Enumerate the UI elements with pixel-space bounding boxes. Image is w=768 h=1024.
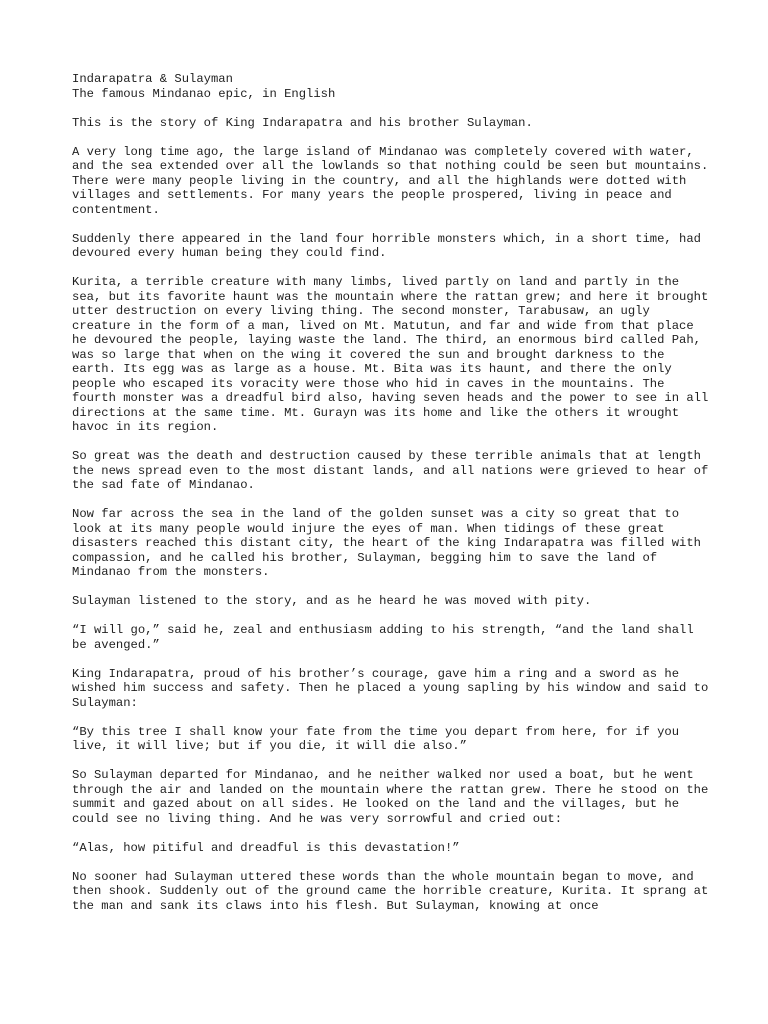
paragraph-quote: “By this tree I shall know your fate from the time you depart from here, for if you live, it will live; but if you die, it will die also.” [72,724,680,753]
paragraph: King Indarapatra, proud of his brother’s courage, gave him a ring and a sword as he wished him success and safety. Then he placed a young sapling by his window and said to Sulayman: [72,666,709,710]
paragraph: Suddenly there appeared in the land four horrible monsters which, in a short time, had devoured every human being they could find. [72,231,701,260]
title-block [72,72,712,101]
paragraph: Kurita, a terrible creature with many limbs, lived partly on land and partly in the sea, but its favorite haunt was the mountain where the rattan grew; and here it brought utter destruction on every living thing. The second monster, Tarabusaw, an ugly creature in the form of a man, lived on Mt. Matutun, and far and wide from that place he devoured the people, laying waste the land. The third, an enormous bird called Pah, was so large that when on the wing it covered the sun and brought darkness to the earth. Its egg was as large as a house. Mt. Bita was its haunt, and there the only people who escaped its voracity were those who hid in caves in the mountains. The fourth monster was a dreadful bird also, having seven heads and the power to see in all directions at the same time. Mt. Gurayn was its home and like the others it wrought havoc in its region. [72,275,709,434]
paragraph: Now far across the sea in the land of the golden sunset was a city so great that to look at its many people would injure the eyes of man. When tidings of these great disasters reached this distant city, the heart of the king Indarapatra was filled with compassion, and he called his brother, Sulayman, begging him to save the land of Mindanao from the monsters. [72,507,701,579]
paragraph-quote: “I will go,” said he, zeal and enthusiasm adding to his strength, “and the land shall be avenged.” [72,623,694,652]
paragraph: So great was the death and destruction caused by these terrible animals that at length the news spread even to the most distant lands, and all nations were grieved to hear of the sad fate of Mindanao. [72,449,709,492]
paragraph: A very long time ago, the large island of Mindanao was completely covered with water, and the sea extended over all the lowlands so that nothing could be seen but mountains. There were many people living in the country, and all the highlands were dotted with villages and settlements. For many years the people prospered, living in peace and contentment. [72,144,709,217]
paragraph-quote: “Alas, how pitiful and dreadful is this devastation!” [72,840,460,855]
paragraph: Sulayman listened to the story, and as he heard he was moved with pity. [72,594,592,608]
paragraph-intro: This is the story of King Indarapatra and his brother Sulayman. [72,115,533,130]
document-subtitle: The famous Mindanao epic, in English [72,86,336,101]
document-title: Indarapatra & Sulayman [72,72,233,86]
document-page [72,72,712,928]
paragraph: So Sulayman departed for Mindanao, and he neither walked nor used a boat, but he went through the air and landed on the mountain where the rattan grew. There he stood on the summit and gazed about on all sides. He looked on the land and the villages, but he could see no living thing. And he was very sorrowful and cried out: [72,768,709,826]
paragraph: No sooner had Sulayman uttered these words than the whole mountain began to move, and then shook. Suddenly out of the ground came the horrible creature, Kurita. It sprang at the man and sank its claws into his flesh. But Sulayman, knowing at once [72,869,709,913]
